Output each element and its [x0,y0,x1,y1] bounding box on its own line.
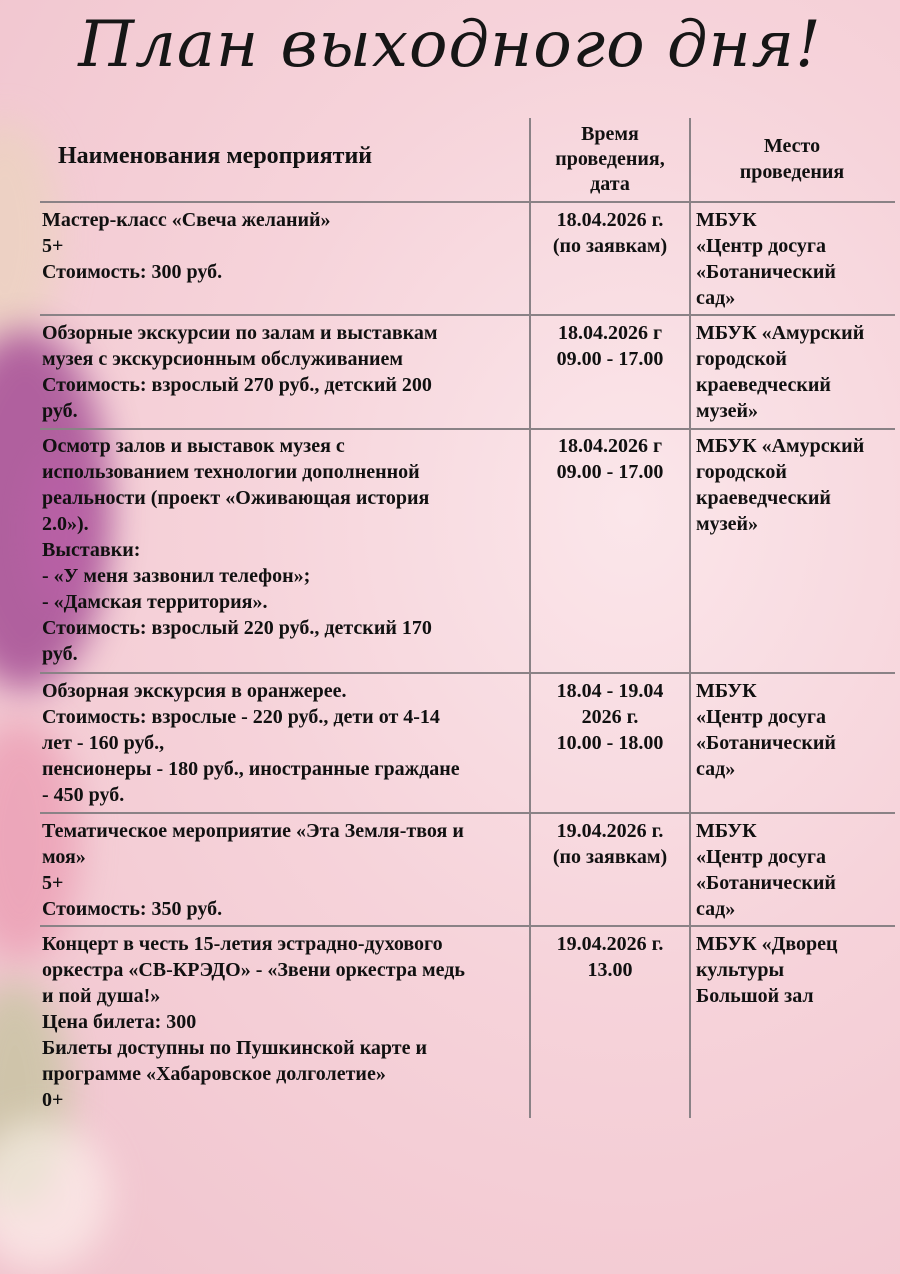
header-place: Место проведения [739,135,845,183]
header-time: Время проведения, дата [555,123,665,195]
row1-place: МБУК «Центр досуга «Ботанический сад» [696,209,836,309]
row6-event: Концерт в честь 15-летия эстрадно-духового оркестра «СВ-КРЭДО» - «Звени оркестра медь и пой душа!» Цена билета: 300 Билеты доступны по Пушкинской карте и программе «Хабаровское долголетие» 0+ [42,933,465,1111]
table-divider-h [40,314,895,316]
row6-time: 19.04.2026 г. 13.00 [556,933,664,981]
table-divider-h [40,812,895,814]
row2-place: МБУК «Амурский городской краеведческий музей» [696,322,865,422]
row2-event: Обзорные экскурсии по залам и выставкам музея с экскурсионным обслуживанием Стоимость: взрослый 270 руб., детский 200 руб. [42,322,438,422]
row5-event: Тематическое мероприятие «Эта Земля-твоя и моя» 5+ Стоимость: 350 руб. [42,820,464,920]
row3-time: 18.04.2026 г 09.00 - 17.00 [556,435,664,483]
row1-time: 18.04.2026 г. (по заявкам) [552,209,668,257]
row6-place: МБУК «Дворец культуры Большой зал [696,933,838,1007]
header-event: Наименования мероприятий [58,143,373,169]
table-divider-h [40,428,895,430]
row4-time: 18.04 - 19.04 2026 г. 10.00 - 18.00 [556,680,664,754]
table-divider-h [40,672,895,674]
row3-event: Осмотр залов и выставок музея с использованием технологии дополненной реальности (проект «Оживающая история 2.0»). Выставки: - «У меня зазвонил телефон»; - «Дамская территория». Стоимость: взрослый 220 руб., детский 170 руб. [42,435,432,665]
table-divider-h [40,201,895,203]
table-divider-v1 [529,118,531,1118]
row2-time: 18.04.2026 г 09.00 - 17.00 [556,322,664,370]
table-divider-h [40,925,895,927]
row4-place: МБУК «Центр досуга «Ботанический сад» [696,680,836,780]
row3-place: МБУК «Амурский городской краеведческий музей» [696,435,865,535]
row1-event: Мастер-класс «Свеча желаний» 5+ Стоимость: 300 руб. [42,209,331,283]
page-title: План выходного дня! [78,8,822,82]
row4-event: Обзорная экскурсия в оранжерее. Стоимость: взрослые - 220 руб., дети от 4-14 лет - 160 руб., пенсионеры - 180 руб., иностранные граждане - 450 руб. [42,680,460,806]
row5-time: 19.04.2026 г. (по заявкам) [552,820,668,868]
row5-place: МБУК «Центр досуга «Ботанический сад» [696,820,836,920]
table-divider-v2 [689,118,691,1118]
